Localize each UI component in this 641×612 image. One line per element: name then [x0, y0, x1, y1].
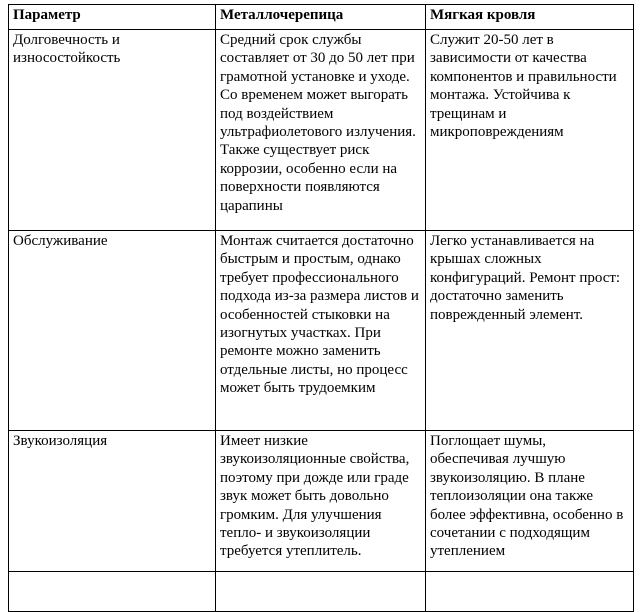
table-row-maintenance — [9, 231, 634, 431]
table-row-sound-insulation — [9, 431, 634, 572]
cell-soft-roof — [426, 572, 634, 612]
cell-soft-roof: Поглощает шумы, обеспечивая лучшую звукоизоляцию. В плане теплоизоляции она также более эффективна, особенно в сочетании с подходящим утеплением — [426, 431, 634, 572]
header-cell-soft-roof: Мягкая кровля — [426, 5, 634, 30]
header-cell-metal-tile: Металлочерепица — [216, 5, 426, 30]
cell-soft-roof: Служит 20-50 лет в зависимости от качества компонентов и правильности монтажа. Устойчива к трещинам и микроповреждениям — [426, 30, 634, 231]
cell-metal-tile — [216, 572, 426, 612]
table-row-durability — [9, 30, 634, 231]
cell-parameter: Долговечность и износостойкость — [9, 30, 216, 231]
cell-parameter: Звукоизоляция — [9, 431, 216, 572]
cell-soft-roof: Легко устанавливается на крышах сложных конфигураций. Ремонт прост: достаточно заменить поврежденный элемент. — [426, 231, 634, 431]
cell-parameter: Обслуживание — [9, 231, 216, 431]
cell-metal-tile: Имеет низкие звукоизоляционные свойства, поэтому при дожде или граде звук может быть довольно громким. Для улучшения тепло- и звукоизоляции требуется утеплитель. — [216, 431, 426, 572]
comparison-table — [8, 4, 634, 612]
header-cell-parameter: Параметр — [9, 5, 216, 30]
cell-parameter — [9, 572, 216, 612]
header-row — [9, 5, 634, 30]
cell-metal-tile: Средний срок службы составляет от 30 до 50 лет при грамотной установке и уходе. Со временем может выгорать под воздействием ультрафиолетового излучения. Также существует риск коррозии, особенно если на поверхности появляются царапины — [216, 30, 426, 231]
table-row-partial-clipped — [9, 572, 634, 612]
cell-metal-tile: Монтаж считается достаточно быстрым и простым, однако требует профессионального подхода из-за размера листов и особенностей стыковки на изогнутых участках. При ремонте можно заменить отдельные листы, но процесс может быть трудоемким — [216, 231, 426, 431]
